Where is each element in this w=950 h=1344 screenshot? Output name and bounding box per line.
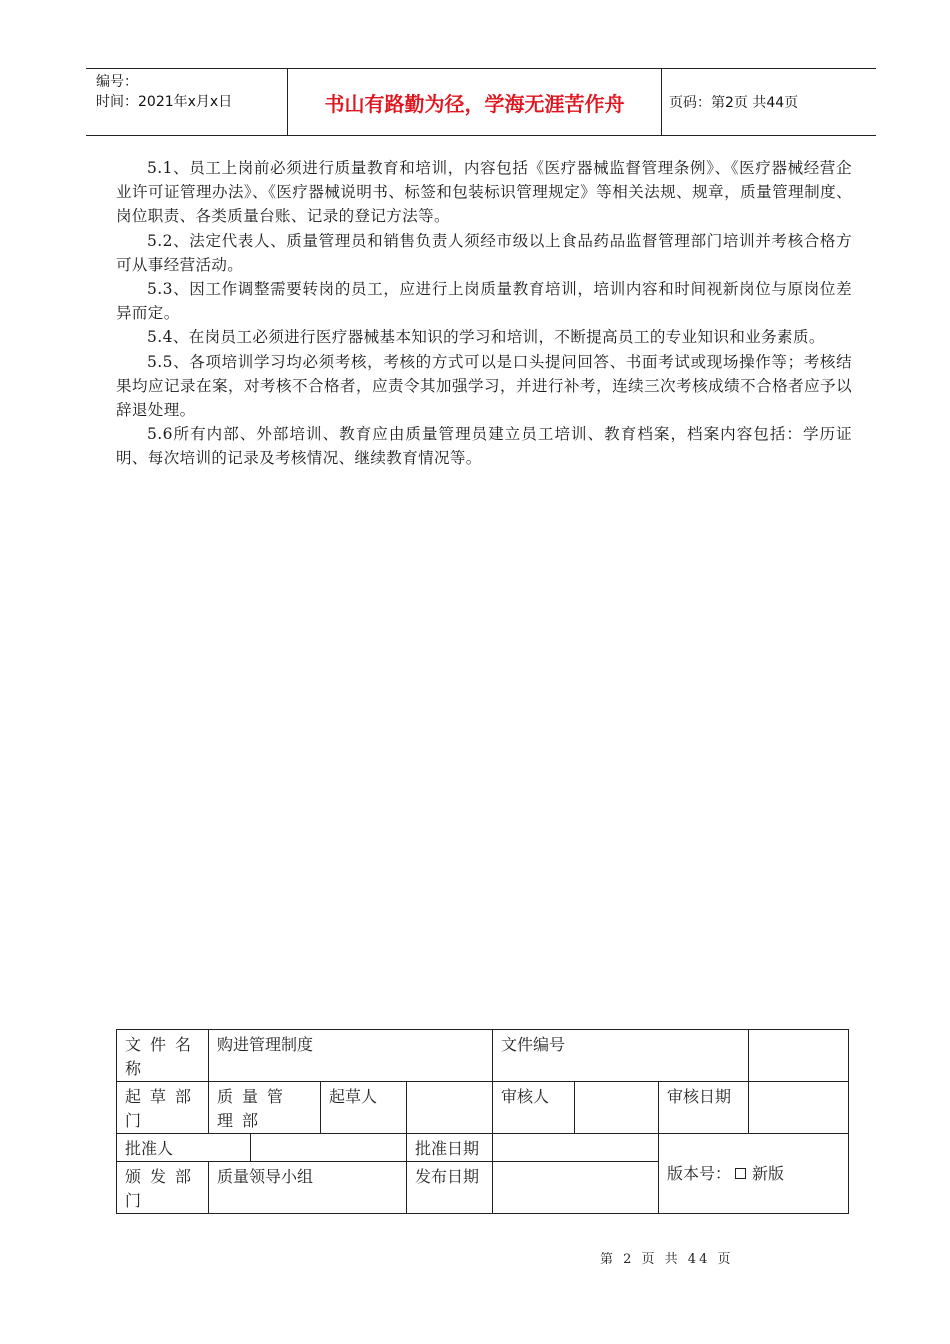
- paragraph-5-5: 5.5、各项培训学习均必须考核，考核的方式可以是口头提问回答、书面考试或现场操作等；考核结果均应记录在案，对考核不合格者，应责令其加强学习，并进行补考，连续三次考核成绩不合格者应予以辞退处理。: [116, 352, 852, 420]
- paragraph-5-6: 5.6所有内部、外部培训、教育应由质量管理员建立员工培训、教育档案，档案内容包括：学历证明、每次培训的记录及考核情况、继续教育情况等。: [116, 425, 852, 468]
- document-body: [116, 156, 852, 471]
- table-row: [117, 1082, 849, 1134]
- paragraph-5-1: 5.1、员工上岗前必须进行质量教育和培训，内容包括《医疗器械监督管理条例》、《医疗器械经营企业许可证管理办法》、《医疗器械说明书、标签和包装标识管理规定》等相关法规、规章，质量管理制度、岗位职责、各类质量台账、记录的登记方法等。: [116, 159, 852, 226]
- approver-label: 批准人: [117, 1134, 251, 1162]
- page-header: [86, 68, 876, 136]
- document-control-table: [116, 1029, 849, 1214]
- document-number-label: 编号：: [96, 74, 138, 90]
- publish-date-value: [493, 1162, 659, 1214]
- review-date-label: 审核日期: [659, 1082, 749, 1134]
- issue-dept-label: 颁发部门: [117, 1162, 209, 1214]
- drafter-label: 起草人: [321, 1082, 407, 1134]
- review-date-value: [749, 1082, 849, 1134]
- footer-page-number: 第 2 页 共 44 页: [600, 1252, 734, 1267]
- version-cell: [659, 1134, 849, 1214]
- approve-date-label: 批准日期: [407, 1134, 493, 1162]
- approve-date-value: [493, 1134, 659, 1162]
- paragraph-5-2: 5.2、法定代表人、质量管理员和销售负责人须经市级以上食品药品监督管理部门培训并考核合格方可从事经营活动。: [116, 231, 852, 274]
- reviewer-value: [575, 1082, 659, 1134]
- table-row: [117, 1134, 849, 1162]
- draft-dept-label: 起草部门: [117, 1082, 209, 1134]
- version-value: 新版: [752, 1163, 785, 1183]
- checkbox-icon: [735, 1168, 746, 1179]
- doc-name-label: 文件名称: [117, 1030, 209, 1082]
- doc-number-value: [749, 1030, 849, 1082]
- reviewer-label: 审核人: [493, 1082, 575, 1134]
- doc-number-label: 文件编号: [493, 1030, 749, 1082]
- header-page-label: 页码：第2页 共44页: [669, 95, 799, 111]
- paragraph-5-4: 5.4、在岗员工必须进行医疗器械基本知识的学习和培训，不断提高员工的专业知识和业务素质。: [147, 328, 825, 347]
- document-time-label: 时间：2021年x月x日: [96, 94, 233, 110]
- table-row: [117, 1030, 849, 1082]
- issue-dept-value: 质量领导小组: [209, 1162, 407, 1214]
- doc-name-value: 购进管理制度: [209, 1030, 493, 1082]
- publish-date-label: 发布日期: [407, 1162, 493, 1214]
- drafter-value: [407, 1082, 493, 1134]
- header-meta: [96, 72, 232, 112]
- header-motto: 书山有路勤为径，学海无涯苦作舟: [287, 69, 662, 135]
- paragraph-5-3: 5.3、因工作调整需要转岗的员工，应进行上岗质量教育培训，培训内容和时间视新岗位与原岗位差异而定。: [116, 280, 852, 323]
- approver-value: [251, 1134, 407, 1162]
- page-footer: [0, 1248, 950, 1267]
- version-label: 版本号：: [667, 1163, 732, 1183]
- draft-dept-value: 质量管理部: [209, 1082, 321, 1134]
